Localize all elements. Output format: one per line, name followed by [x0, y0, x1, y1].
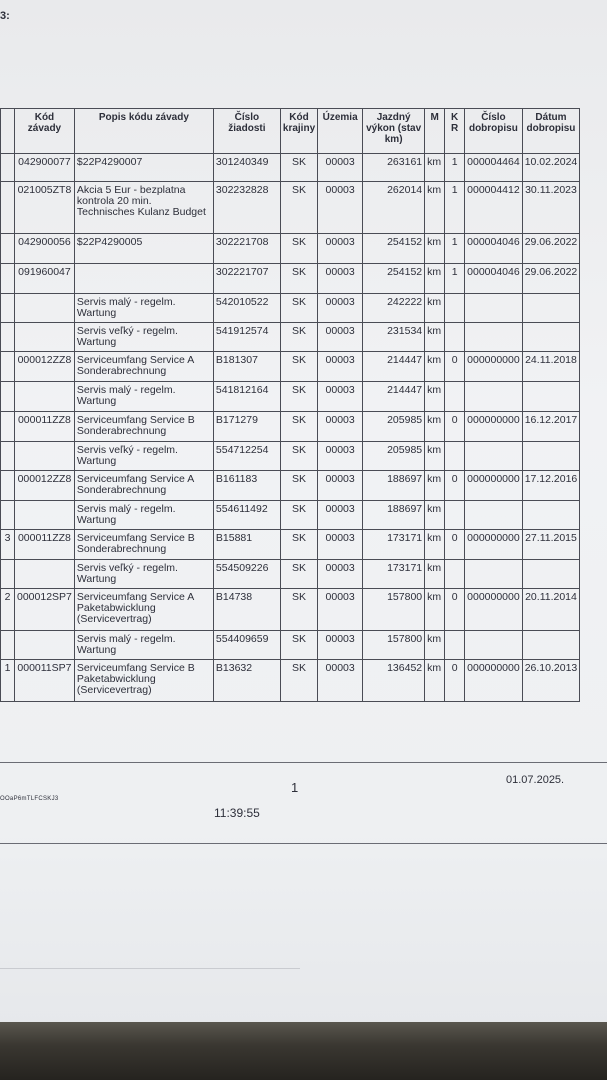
cell-request-number: B161183: [213, 471, 280, 501]
cell-credit-note-number: [465, 382, 523, 412]
cell-fault-description: Servis malý - regelm. Wartung: [74, 631, 213, 660]
cell-request-number: B171279: [213, 412, 280, 442]
cell-index: [1, 560, 15, 589]
cell-credit-note-number: [465, 560, 523, 589]
table-row: [1, 560, 580, 589]
cell-unit: km: [425, 412, 445, 442]
header-unit: M: [425, 109, 445, 154]
cell-unit: km: [425, 234, 445, 264]
cell-country-code: SK: [280, 294, 317, 323]
cell-request-number: 302221707: [213, 264, 280, 294]
table-row: [1, 501, 580, 530]
header-index: [1, 109, 15, 154]
cell-index: [1, 501, 15, 530]
cell-mileage: 205985: [363, 442, 425, 471]
cell-territory: 00003: [318, 154, 363, 182]
table-row: [1, 323, 580, 352]
cell-credit-note-date: [522, 323, 580, 352]
table-row: [1, 530, 580, 560]
cell-kr: 0: [445, 471, 465, 501]
cell-territory: 00003: [318, 442, 363, 471]
service-history-table: [0, 108, 580, 702]
cell-kr: 1: [445, 182, 465, 234]
cell-mileage: 188697: [363, 501, 425, 530]
cell-credit-note-number: [465, 631, 523, 660]
footer-divider-top: [0, 762, 607, 763]
cell-country-code: SK: [280, 660, 317, 702]
cell-index: 1: [1, 660, 15, 702]
cell-request-number: 554611492: [213, 501, 280, 530]
cell-request-number: 541812164: [213, 382, 280, 412]
cell-credit-note-number: [465, 501, 523, 530]
cell-fault-code: [15, 442, 75, 471]
cell-mileage: 157800: [363, 589, 425, 631]
cell-kr: 1: [445, 154, 465, 182]
header-fault-description: Popis kódu závady: [74, 109, 213, 154]
cell-fault-code: 042900056: [15, 234, 75, 264]
cell-country-code: SK: [280, 182, 317, 234]
cell-fault-description: Serviceumfang Service A Sonderabrechnung: [74, 352, 213, 382]
cell-index: 2: [1, 589, 15, 631]
cell-credit-note-number: 000000000: [465, 530, 523, 560]
header-kr: K R: [445, 109, 465, 154]
table-row: [1, 660, 580, 702]
table-row: [1, 631, 580, 660]
cell-mileage: 263161: [363, 154, 425, 182]
print-date: 01.07.2025.: [506, 774, 565, 786]
cell-fault-code: [15, 382, 75, 412]
header-fault-code: Kód závady: [15, 109, 75, 154]
corner-mark: 3:: [0, 10, 10, 22]
cell-kr: 0: [445, 412, 465, 442]
cell-country-code: SK: [280, 530, 317, 560]
cell-unit: km: [425, 294, 445, 323]
cell-kr: [445, 501, 465, 530]
cell-request-number: 554509226: [213, 560, 280, 589]
cell-territory: 00003: [318, 234, 363, 264]
cell-fault-description: Servis malý - regelm. Wartung: [74, 501, 213, 530]
cell-credit-note-date: [522, 560, 580, 589]
cell-kr: [445, 382, 465, 412]
cell-index: [1, 154, 15, 182]
cell-fault-description: Servis malý - regelm. Wartung: [74, 294, 213, 323]
cell-credit-note-date: [522, 631, 580, 660]
cell-unit: km: [425, 501, 445, 530]
cell-kr: 1: [445, 264, 465, 294]
cell-unit: km: [425, 560, 445, 589]
faint-rule: [0, 968, 300, 969]
cell-fault-description: Serviceumfang Service B Sonderabrechnung: [74, 530, 213, 560]
cell-credit-note-number: 000000000: [465, 352, 523, 382]
cell-territory: 00003: [318, 182, 363, 234]
cell-request-number: B14738: [213, 589, 280, 631]
cell-index: [1, 294, 15, 323]
cell-index: [1, 442, 15, 471]
cell-request-number: B13632: [213, 660, 280, 702]
cell-credit-note-date: [522, 442, 580, 471]
cell-country-code: SK: [280, 501, 317, 530]
cell-fault-description: Serviceumfang Service B Sonderabrechnung: [74, 412, 213, 442]
cell-request-number: B15881: [213, 530, 280, 560]
cell-credit-note-number: 000004046: [465, 264, 523, 294]
cell-credit-note-date: 27.11.2015: [522, 530, 580, 560]
cell-kr: [445, 442, 465, 471]
footer-divider-bottom: [0, 843, 607, 844]
cell-country-code: SK: [280, 589, 317, 631]
cell-credit-note-number: 000004046: [465, 234, 523, 264]
cell-fault-code: 091960047: [15, 264, 75, 294]
cell-request-number: 301240349: [213, 154, 280, 182]
cell-country-code: SK: [280, 412, 317, 442]
cell-credit-note-date: [522, 294, 580, 323]
cell-mileage: 262014: [363, 182, 425, 234]
cell-kr: [445, 323, 465, 352]
cell-index: 3: [1, 530, 15, 560]
cell-request-number: 302232828: [213, 182, 280, 234]
cell-credit-note-number: [465, 442, 523, 471]
table-row: [1, 382, 580, 412]
table-row: [1, 154, 580, 182]
cell-country-code: SK: [280, 471, 317, 501]
cell-mileage: 214447: [363, 352, 425, 382]
page-number: 1: [291, 780, 299, 795]
cell-unit: km: [425, 182, 445, 234]
cell-country-code: SK: [280, 352, 317, 382]
cell-territory: 00003: [318, 501, 363, 530]
cell-fault-code: [15, 631, 75, 660]
cell-index: [1, 412, 15, 442]
cell-unit: km: [425, 154, 445, 182]
cell-territory: 00003: [318, 323, 363, 352]
header-territory: Územia: [318, 109, 363, 154]
cell-unit: km: [425, 382, 445, 412]
cell-country-code: SK: [280, 264, 317, 294]
cell-index: [1, 382, 15, 412]
cell-credit-note-date: 24.11.2018: [522, 352, 580, 382]
cell-territory: 00003: [318, 530, 363, 560]
cell-mileage: 231534: [363, 323, 425, 352]
cell-index: [1, 471, 15, 501]
cell-kr: 1: [445, 234, 465, 264]
cell-mileage: 157800: [363, 631, 425, 660]
cell-mileage: 173171: [363, 560, 425, 589]
cell-fault-description: [74, 264, 213, 294]
cell-territory: 00003: [318, 589, 363, 631]
cell-credit-note-date: 17.12.2016: [522, 471, 580, 501]
header-mileage: Jazdný výkon (stav km): [363, 109, 425, 154]
cell-fault-code: [15, 560, 75, 589]
cell-mileage: 136452: [363, 660, 425, 702]
cell-kr: [445, 294, 465, 323]
cell-kr: [445, 631, 465, 660]
cell-fault-code: 000012ZZ8: [15, 471, 75, 501]
cell-request-number: 541912574: [213, 323, 280, 352]
cell-country-code: SK: [280, 382, 317, 412]
cell-territory: 00003: [318, 660, 363, 702]
cell-country-code: SK: [280, 154, 317, 182]
table-row: [1, 471, 580, 501]
cell-mileage: 254152: [363, 234, 425, 264]
cell-credit-note-number: 000000000: [465, 412, 523, 442]
cell-fault-code: 000011ZZ8: [15, 530, 75, 560]
document-code: OOaP6mTLFCSKJ3: [0, 796, 59, 802]
table-row: [1, 294, 580, 323]
cell-request-number: 554712254: [213, 442, 280, 471]
cell-territory: 00003: [318, 352, 363, 382]
table-row: [1, 442, 580, 471]
cell-fault-description: Servis veľký - regelm. Wartung: [74, 323, 213, 352]
cell-credit-note-date: 20.11.2014: [522, 589, 580, 631]
cell-kr: 0: [445, 352, 465, 382]
cell-unit: km: [425, 660, 445, 702]
cell-unit: km: [425, 352, 445, 382]
cell-fault-description: Servis veľký - regelm. Wartung: [74, 560, 213, 589]
cell-territory: 00003: [318, 560, 363, 589]
print-time: 11:39:55: [214, 806, 260, 820]
cell-mileage: 173171: [363, 530, 425, 560]
cell-territory: 00003: [318, 382, 363, 412]
table-row: [1, 589, 580, 631]
cell-fault-code: [15, 501, 75, 530]
cell-credit-note-number: 000000000: [465, 589, 523, 631]
cell-index: [1, 264, 15, 294]
cell-credit-note-date: [522, 501, 580, 530]
cell-territory: 00003: [318, 471, 363, 501]
cell-credit-note-number: [465, 323, 523, 352]
header-credit-note-date: Dátum dobropisu: [522, 109, 580, 154]
cell-country-code: SK: [280, 631, 317, 660]
cell-mileage: 188697: [363, 471, 425, 501]
cell-unit: km: [425, 442, 445, 471]
header-credit-note-number: Číslo dobropisu: [465, 109, 523, 154]
cell-fault-code: [15, 294, 75, 323]
cell-mileage: 205985: [363, 412, 425, 442]
cell-fault-code: 000012SP7: [15, 589, 75, 631]
cell-country-code: SK: [280, 560, 317, 589]
cell-credit-note-date: [522, 382, 580, 412]
cell-territory: 00003: [318, 631, 363, 660]
cell-mileage: 214447: [363, 382, 425, 412]
cell-fault-code: 042900077: [15, 154, 75, 182]
cell-credit-note-number: 000000000: [465, 471, 523, 501]
table-row: [1, 412, 580, 442]
cell-fault-description: $22P4290005: [74, 234, 213, 264]
cell-mileage: 242222: [363, 294, 425, 323]
table-row: [1, 234, 580, 264]
header-request-number: Číslo žiadosti: [213, 109, 280, 154]
cell-credit-note-number: 000000000: [465, 660, 523, 702]
cell-fault-code: 021005ZT8: [15, 182, 75, 234]
cell-index: [1, 323, 15, 352]
cell-territory: 00003: [318, 264, 363, 294]
cell-index: [1, 352, 15, 382]
cell-fault-description: Serviceumfang Service A Paketabwicklung (Servicevertrag): [74, 589, 213, 631]
header-country-code: Kód krajiny: [280, 109, 317, 154]
cell-index: [1, 631, 15, 660]
cell-fault-description: Servis malý - regelm. Wartung: [74, 382, 213, 412]
cell-kr: 0: [445, 589, 465, 631]
cell-credit-note-number: 000004464: [465, 154, 523, 182]
cell-fault-code: 000012ZZ8: [15, 352, 75, 382]
cell-fault-code: [15, 323, 75, 352]
cell-credit-note-date: 29.06.2022: [522, 234, 580, 264]
cell-mileage: 254152: [363, 264, 425, 294]
cell-country-code: SK: [280, 442, 317, 471]
cell-credit-note-date: 29.06.2022: [522, 264, 580, 294]
cell-unit: km: [425, 631, 445, 660]
cell-credit-note-number: [465, 294, 523, 323]
cell-request-number: 542010522: [213, 294, 280, 323]
cell-unit: km: [425, 471, 445, 501]
cell-index: [1, 182, 15, 234]
cell-kr: [445, 560, 465, 589]
cell-fault-code: 000011SP7: [15, 660, 75, 702]
table-row: [1, 264, 580, 294]
cell-unit: km: [425, 530, 445, 560]
cell-fault-description: Servis veľký - regelm. Wartung: [74, 442, 213, 471]
cell-kr: 0: [445, 530, 465, 560]
table-row: [1, 352, 580, 382]
cell-credit-note-date: 26.10.2013: [522, 660, 580, 702]
cell-territory: 00003: [318, 294, 363, 323]
cell-kr: 0: [445, 660, 465, 702]
cell-index: [1, 234, 15, 264]
cell-credit-note-date: 16.12.2017: [522, 412, 580, 442]
cell-request-number: B181307: [213, 352, 280, 382]
cell-fault-code: 000011ZZ8: [15, 412, 75, 442]
cell-request-number: 302221708: [213, 234, 280, 264]
cell-country-code: SK: [280, 234, 317, 264]
cell-unit: km: [425, 323, 445, 352]
cell-fault-description: $22P4290007: [74, 154, 213, 182]
table-row: [1, 182, 580, 234]
table-header-row: [1, 109, 580, 154]
cell-territory: 00003: [318, 412, 363, 442]
cell-credit-note-date: 10.02.2024: [522, 154, 580, 182]
cell-credit-note-date: 30.11.2023: [522, 182, 580, 234]
cell-fault-description: Serviceumfang Service B Paketabwicklung (Servicevertrag): [74, 660, 213, 702]
cell-unit: km: [425, 589, 445, 631]
cell-request-number: 554409659: [213, 631, 280, 660]
cell-unit: km: [425, 264, 445, 294]
desk-background: [0, 1022, 607, 1080]
service-history-table-wrap: [0, 108, 607, 702]
cell-country-code: SK: [280, 323, 317, 352]
cell-fault-description: Akcia 5 Eur - bezplatna kontrola 20 min. Technisches Kulanz Budget: [74, 182, 213, 234]
cell-credit-note-number: 000004412: [465, 182, 523, 234]
cell-fault-description: Serviceumfang Service A Sonderabrechnung: [74, 471, 213, 501]
